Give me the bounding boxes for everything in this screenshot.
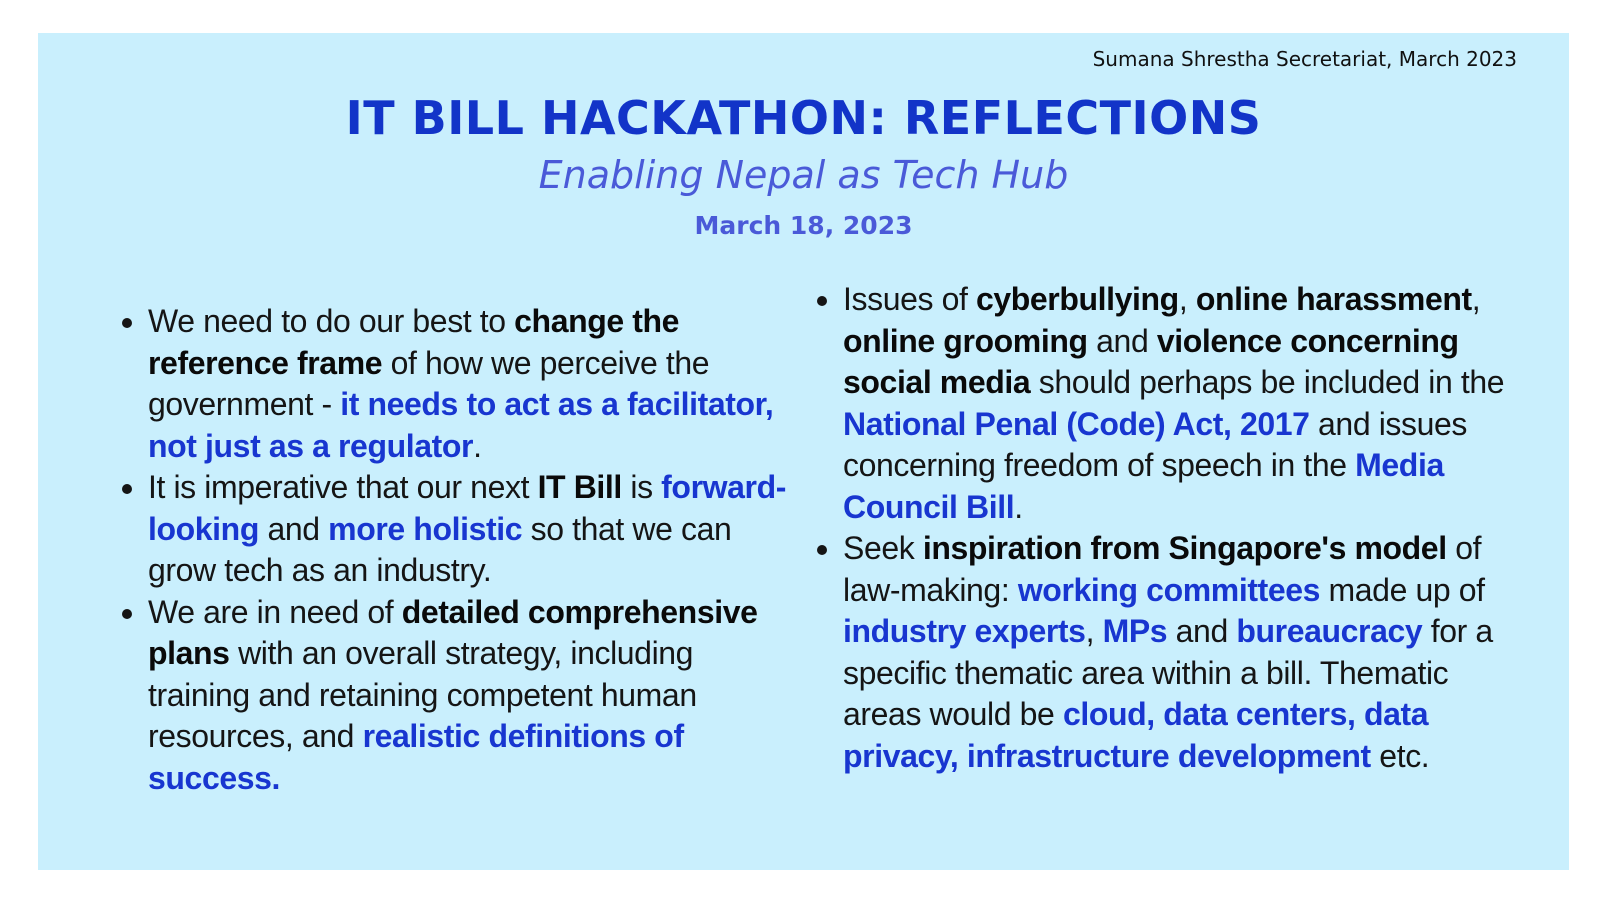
highlight: industry experts [843, 613, 1086, 649]
highlight: cloud, data centers, data privacy, infrastructure development [843, 696, 1429, 774]
credit-line: Sumana Shrestha Secretariat, March 2023 [1092, 47, 1517, 71]
highlight: National Penal (Code) Act, 2017 [843, 405, 1310, 442]
highlight: it needs to act as a facilitator, not just as a regulator [148, 386, 774, 464]
emphasis: online grooming [843, 322, 1088, 359]
text: . [473, 427, 482, 464]
page-title: IT BILL HACKATHON: REFLECTIONS [345, 91, 1262, 145]
text: made up of [1320, 571, 1485, 608]
emphasis: change the reference frame [148, 303, 680, 381]
text: and [1167, 613, 1237, 649]
text: so that we can grow tech as an industry. [148, 510, 732, 588]
highlight: forward-looking [148, 469, 786, 547]
highlight: more holistic [328, 510, 523, 547]
highlight: bureaucracy [1236, 613, 1423, 649]
text: of law-making: [843, 530, 1482, 608]
text: It is imperative that our next [148, 469, 538, 505]
bullet-singapore-model [843, 528, 1513, 777]
bullet-online-issues [843, 279, 1513, 528]
text: etc. [1370, 737, 1430, 774]
highlight: MPs [1102, 613, 1168, 649]
emphasis: inspiration from Singapore's model [922, 530, 1447, 566]
emphasis: online harassment [1195, 281, 1472, 317]
text: , [1178, 281, 1196, 317]
text: . [1014, 488, 1023, 525]
text: We are in need of [148, 593, 402, 630]
emphasis: cyberbullying [975, 281, 1179, 317]
bullet-it-bill [148, 467, 788, 592]
highlight: Media Council Bill [843, 447, 1444, 525]
bullet-reference-frame [148, 301, 788, 467]
text: with an overall strategy, including training and retaining competent human resources, and [148, 635, 697, 754]
emphasis: detailed comprehensive plans [148, 593, 758, 671]
text: We need to do our best to [148, 303, 515, 339]
right-bullet-list [809, 279, 1513, 777]
text: of how we perceive the government - [148, 344, 710, 422]
text: is [621, 469, 662, 505]
text: and [258, 510, 329, 547]
text: , [1471, 281, 1481, 317]
text: Seek [843, 530, 923, 566]
text: , [1085, 613, 1103, 649]
page-subtitle: Enabling Nepal as Tech Hub [538, 153, 1069, 197]
slide-panel [38, 33, 1569, 870]
text: and [1087, 322, 1157, 359]
highlight: realistic definitions of success. [148, 718, 684, 796]
emphasis: IT Bill [537, 469, 622, 505]
text: should perhaps be included in the [1030, 364, 1505, 400]
emphasis: violence concerning social media [843, 322, 1459, 400]
highlight: working committees [1017, 571, 1321, 608]
left-bullet-list [114, 301, 788, 799]
event-date: March 18, 2023 [694, 211, 913, 240]
text: Issues of [843, 281, 976, 317]
text: and issues concerning freedom of speech in the [843, 405, 1468, 483]
bullet-comprehensive-plans [148, 592, 788, 800]
text: for a specific thematic area within a bill. Thematic areas would be [843, 613, 1493, 732]
